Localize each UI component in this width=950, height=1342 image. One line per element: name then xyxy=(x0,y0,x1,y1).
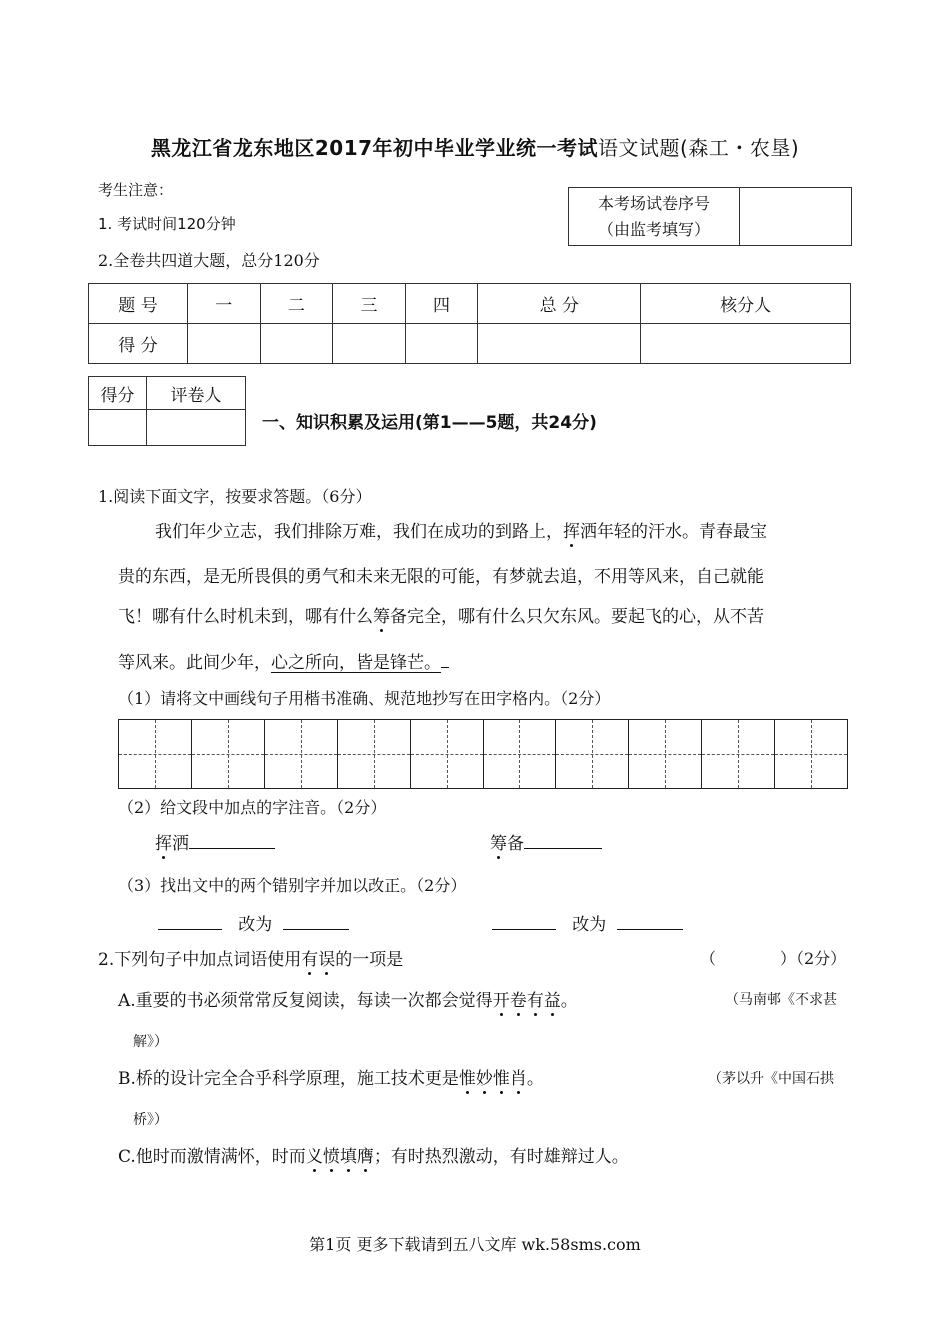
dotted-char: 筹 xyxy=(373,602,390,627)
answer-blank[interactable] xyxy=(189,830,275,849)
q1-sub1: （1）请将文中画线句子用楷书准确、规范地抄写在田字格内。（2分） xyxy=(118,689,611,708)
answer-blank[interactable] xyxy=(158,911,222,930)
score-cell-2[interactable] xyxy=(260,324,333,364)
dotted-char: 妙 xyxy=(476,1064,493,1089)
score-header-checker: 核分人 xyxy=(641,284,851,324)
seq-label-line1: 本考场试卷序号 xyxy=(597,193,710,213)
grader-box xyxy=(88,376,246,446)
dotted-char: 膺 xyxy=(357,1142,374,1167)
q1-passage-line3 xyxy=(118,602,764,627)
dotted-char: 挥 xyxy=(155,829,172,854)
option-text: C.他时而激情满怀，时而 xyxy=(118,1147,306,1167)
grid-cell[interactable] xyxy=(338,720,411,788)
dotted-char: 卷 xyxy=(510,986,527,1011)
page-footer: 第1页 更多下载请到五八文库 wk.58sms.com xyxy=(309,1235,641,1254)
score-header-1: 一 xyxy=(188,284,261,324)
grid-cell[interactable] xyxy=(556,720,629,788)
dotted-char: 挥 xyxy=(563,517,580,542)
word-text: 备 xyxy=(507,834,524,854)
dotted-char: 筹 xyxy=(490,829,507,854)
score-cell-1[interactable] xyxy=(188,324,261,364)
passage-text: 备完全，哪有什么只欠东风。要起飞的心，从不苦 xyxy=(390,607,764,627)
answer-blank[interactable] xyxy=(617,911,683,930)
stem-text: 2.下列句子中加点词语使用 xyxy=(98,950,302,970)
q2-option-a[interactable] xyxy=(118,986,578,1011)
q2-option-c[interactable] xyxy=(118,1142,629,1167)
stem-text: 的一项是 xyxy=(335,950,404,970)
dotted-char: 愤 xyxy=(323,1142,340,1167)
score-header-3: 三 xyxy=(333,284,406,324)
grader-score-cell[interactable] xyxy=(89,410,147,446)
underlined-sentence: 心之所向，皆是锋芒。 xyxy=(271,653,441,673)
writing-grid[interactable] xyxy=(118,719,848,789)
q2-a-source: （马南邨《不求甚 xyxy=(725,992,837,1008)
q2-answer-paren: （ ）（2分） xyxy=(700,949,847,968)
grid-cell[interactable] xyxy=(192,720,265,788)
score-row-label: 得 分 xyxy=(89,324,188,364)
pinyin-answer-1 xyxy=(155,829,275,854)
dotted-char: 惟 xyxy=(459,1064,476,1089)
q2-stem xyxy=(98,945,403,970)
seq-label-cell xyxy=(569,188,740,246)
option-text: A.重要的书必须常常反复阅读，每读一次都会觉得 xyxy=(118,991,493,1011)
grid-cell[interactable] xyxy=(702,720,775,788)
q2-option-b[interactable] xyxy=(118,1064,544,1089)
grid-cell[interactable] xyxy=(265,720,338,788)
seq-value-cell[interactable] xyxy=(740,188,852,246)
q2-a-source-cont: 解》） xyxy=(133,1034,168,1050)
grader-name-label: 评卷人 xyxy=(147,377,246,410)
score-cell-4[interactable] xyxy=(405,324,478,364)
score-header-label: 题 号 xyxy=(89,284,188,324)
answer-blank[interactable] xyxy=(524,830,602,849)
answer-blank[interactable] xyxy=(492,911,556,930)
notice-item-2: 2.全卷共四道大题，总分120分 xyxy=(98,251,320,270)
correction-row-1 xyxy=(158,910,349,935)
option-text: B.桥的设计完全合乎科学原理，施工技术更是 xyxy=(118,1069,459,1089)
change-label: 改为 xyxy=(572,915,607,935)
grid-cell[interactable] xyxy=(411,720,484,788)
correction-row-2 xyxy=(492,910,683,935)
dotted-char: 有 xyxy=(527,986,544,1011)
passage-text: 飞！哪有什么时机未到，哪有什么 xyxy=(118,607,373,627)
seq-box xyxy=(568,187,852,246)
q1-stem: 1.阅读下面文字，按要求答题。（6分） xyxy=(98,487,372,506)
q1-passage-line1 xyxy=(155,517,767,542)
title-subject: 语文试题(森工・农垦) xyxy=(598,136,800,160)
q1-passage-line4 xyxy=(118,648,449,673)
grid-cell[interactable] xyxy=(629,720,702,788)
seq-label-line2: （由监考填写） xyxy=(597,219,710,239)
dotted-char: 义 xyxy=(306,1142,323,1167)
option-text: ；有时热烈激动，有时雄辩过人。 xyxy=(373,1147,629,1167)
q2-b-source-cont: 桥》） xyxy=(133,1112,168,1128)
dotted-char: 肖 xyxy=(510,1064,527,1089)
dotted-char: 填 xyxy=(340,1142,357,1167)
passage-text: 等风来。此间少年， xyxy=(118,653,271,673)
passage-text: 我们年少立志，我们排除万难，我们在成功的到路上， xyxy=(155,522,563,542)
score-cell-total[interactable] xyxy=(478,324,641,364)
grid-cell[interactable] xyxy=(119,720,192,788)
grader-score-label: 得分 xyxy=(89,377,147,410)
grader-name-cell[interactable] xyxy=(147,410,246,446)
option-text: 。 xyxy=(560,991,578,1011)
word-text: 洒 xyxy=(172,834,189,854)
dotted-char: 有 xyxy=(301,945,318,970)
notice-heading: 考生注意： xyxy=(98,181,174,199)
score-header-4: 四 xyxy=(405,284,478,324)
q1-passage-line2: 贵的东西，是无所畏俱的勇气和未来无限的可能，有梦就去追，不用等风来，自己就能 xyxy=(118,567,764,587)
dotted-char: 惟 xyxy=(493,1064,510,1089)
option-text: 。 xyxy=(526,1069,544,1089)
q1-sub3: （3）找出文中的两个错别字并加以改正。（2分） xyxy=(118,876,467,895)
q2-b-source: （茅以升《中国石拱 xyxy=(708,1071,834,1087)
grid-cell[interactable] xyxy=(775,720,847,788)
dotted-char: 误 xyxy=(318,945,335,970)
q1-sub2: （2）给文段中加点的字注音。（2分） xyxy=(118,798,387,817)
score-cell-checker[interactable] xyxy=(641,324,851,364)
dotted-char: 益 xyxy=(544,986,561,1011)
score-header-2: 二 xyxy=(260,284,333,324)
section-1-title: 一、知识积累及运用(第1——5题，共24分) xyxy=(262,413,597,433)
dotted-char: 开 xyxy=(493,986,510,1011)
pinyin-answer-2 xyxy=(490,829,602,854)
passage-text: 洒年轻的汗水。青春最宝 xyxy=(580,522,767,542)
title-main: 黑龙江省龙东地区2017年初中毕业学业统一考试 xyxy=(150,136,599,160)
answer-blank[interactable] xyxy=(283,911,349,930)
notice-item-1: 1. 考试时间120分钟 xyxy=(98,215,236,233)
exam-title xyxy=(0,132,950,161)
change-label: 改为 xyxy=(238,915,273,935)
score-cell-3[interactable] xyxy=(333,324,406,364)
score-table xyxy=(88,283,851,364)
score-header-total: 总 分 xyxy=(478,284,641,324)
grid-cell[interactable] xyxy=(484,720,557,788)
